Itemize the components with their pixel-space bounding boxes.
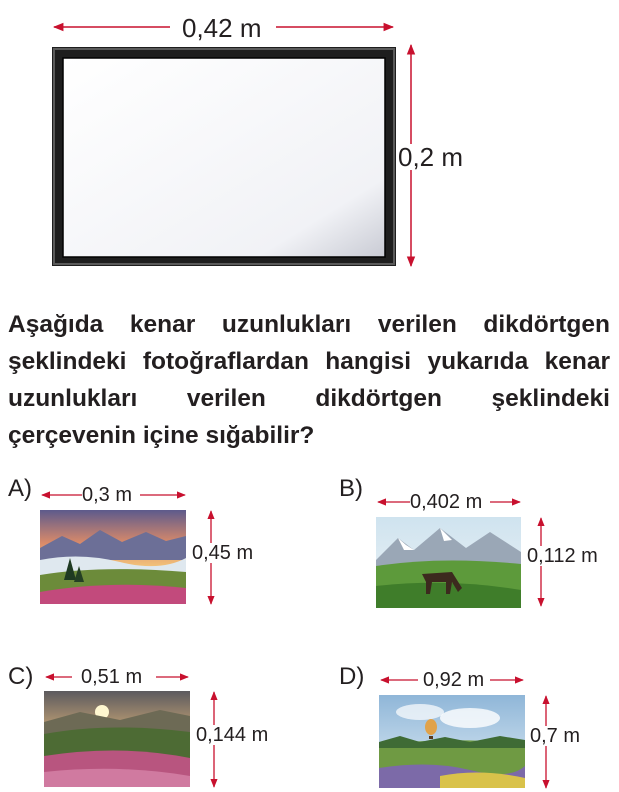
option-d-height: 0,7 m: [530, 725, 581, 747]
option-b-height: 0,112 m: [527, 545, 598, 567]
option-b-letter[interactable]: B): [339, 475, 363, 502]
photo-a: [40, 510, 186, 604]
option-c-height: 0,144 m: [196, 724, 269, 746]
option-d-width: 0,92 m: [423, 669, 485, 691]
photo-b: [376, 517, 521, 608]
option-c-width: 0,51 m: [81, 666, 143, 688]
frame-height-label: 0,2 m: [398, 142, 464, 172]
option-d-letter[interactable]: D): [339, 663, 365, 690]
option-a-letter[interactable]: A): [8, 475, 32, 502]
frame-width-label: 0,42 m: [182, 13, 262, 43]
option-c-letter[interactable]: C): [8, 663, 34, 690]
question-text: Aşağıda kenar uzunlukları verilen dikdörtgen şeklindeki fotoğraflardan hangisi yukarıda kenar uzunlukları verilen dikdörtgen şeklindeki çerçevenin içine sığabilir?: [8, 311, 610, 449]
option-a-width: 0,3 m: [82, 484, 133, 506]
photo-c: [44, 691, 190, 787]
option-b-width: 0,402 m: [410, 491, 483, 513]
photo-d: [379, 695, 525, 788]
picture-frame: [52, 47, 396, 266]
option-a-height: 0,45 m: [192, 542, 254, 564]
